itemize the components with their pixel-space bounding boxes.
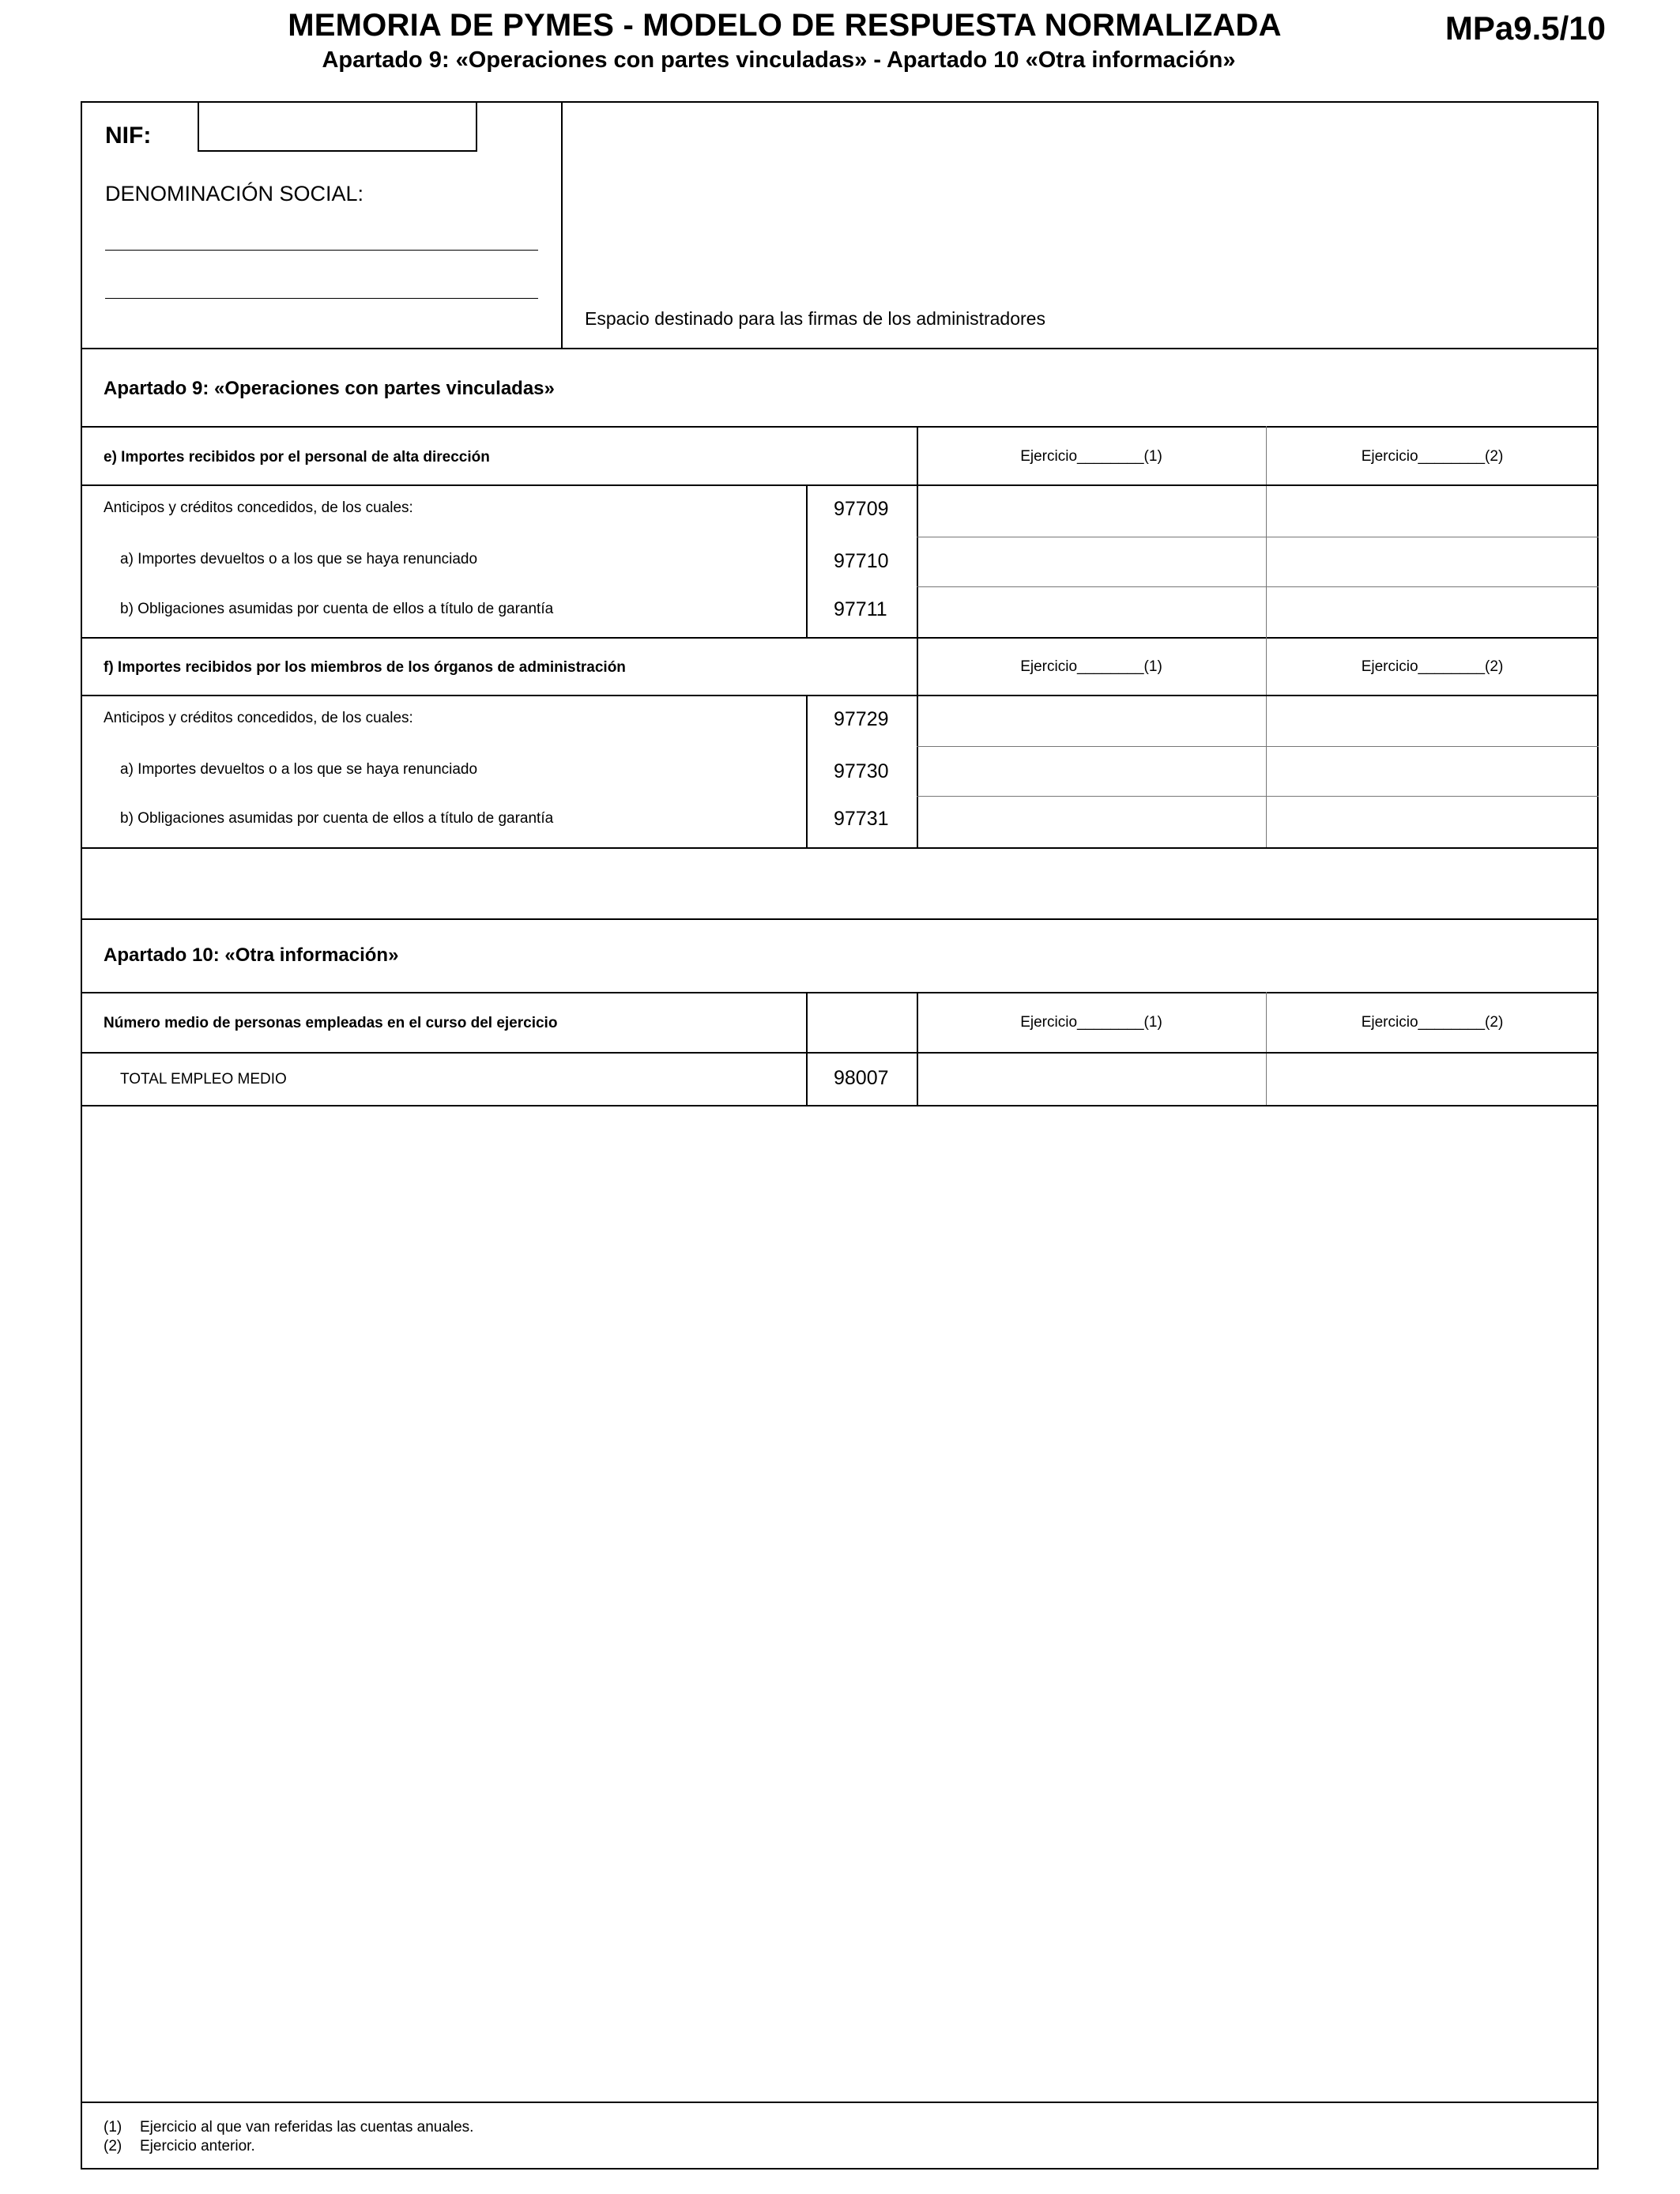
signature-space-label: Espacio destinado para las firmas de los administradores bbox=[585, 308, 1045, 329]
row-code: 97730 bbox=[834, 760, 889, 782]
nif-label: NIF: bbox=[105, 123, 152, 149]
section-e-col1-header: Ejercicio________(1) bbox=[1020, 448, 1162, 465]
signature-area[interactable] bbox=[563, 103, 1597, 346]
section-e-heading: e) Importes recibidos por el personal de alta dirección bbox=[104, 449, 490, 466]
divider bbox=[81, 2102, 1599, 2103]
value-cell[interactable] bbox=[1268, 797, 1597, 846]
apartado10-heading: Número medio de personas empleadas en el curso del ejercicio bbox=[104, 1015, 558, 1031]
row-code: 97711 bbox=[834, 598, 887, 620]
code-col-divider bbox=[806, 695, 808, 847]
divider bbox=[81, 918, 1599, 920]
section-f-heading: f) Importes recibidos por los miembros de los órganos de administración bbox=[104, 659, 626, 676]
form-code: MPa9.5/10 bbox=[1445, 9, 1606, 47]
value-cell[interactable] bbox=[1268, 486, 1597, 536]
footnote-1-num: (1) bbox=[104, 2119, 122, 2136]
denominacion-label: DENOMINACIÓN SOCIAL: bbox=[105, 182, 364, 205]
value-cell[interactable] bbox=[1268, 748, 1597, 795]
section-f-col2-header: Ejercicio________(2) bbox=[1361, 658, 1504, 675]
apartado9-title: Apartado 9: «Operaciones con partes vinculadas» bbox=[104, 378, 555, 399]
page-title: MEMORIA DE PYMES - MODELO DE RESPUESTA NORMALIZADA bbox=[288, 8, 1282, 43]
section-e-col2-header: Ejercicio________(2) bbox=[1361, 448, 1504, 465]
footnote-2-text: Ejercicio anterior. bbox=[140, 2138, 255, 2154]
section-f-col1-header: Ejercicio________(1) bbox=[1020, 658, 1162, 675]
nif-field[interactable] bbox=[198, 101, 477, 152]
row-code: 97729 bbox=[834, 708, 889, 730]
row-code: 97731 bbox=[834, 808, 889, 830]
value-cell[interactable] bbox=[1268, 1054, 1597, 1104]
row-label: b) Obligaciones asumidas por cuenta de ellos a título de garantía bbox=[120, 601, 554, 617]
denominacion-line-1[interactable] bbox=[105, 250, 538, 251]
form-frame bbox=[81, 101, 1599, 2169]
divider bbox=[81, 426, 1599, 428]
divider bbox=[81, 847, 1599, 849]
row-divider bbox=[917, 586, 1599, 587]
divider bbox=[81, 348, 1599, 349]
denominacion-line-2[interactable] bbox=[105, 298, 538, 299]
code-col-divider bbox=[806, 484, 808, 637]
apartado10-title: Apartado 10: «Otra información» bbox=[104, 944, 399, 966]
value-cell[interactable] bbox=[918, 748, 1264, 795]
col-divider bbox=[1266, 992, 1267, 1105]
value-cell[interactable] bbox=[918, 588, 1264, 636]
page-subtitle: Apartado 9: «Operaciones con partes vinculadas» - Apartado 10 «Otra información» bbox=[322, 47, 1236, 73]
row-label: a) Importes devueltos o a los que se haya renunciado bbox=[120, 551, 478, 567]
row-label: Anticipos y créditos concedidos, de los cuales: bbox=[104, 499, 413, 516]
value-cell[interactable] bbox=[1268, 696, 1597, 745]
row-label: b) Obligaciones asumidas por cuenta de ellos a título de garantía bbox=[120, 810, 554, 827]
row-code: 97710 bbox=[834, 550, 889, 572]
row-label: Anticipos y créditos concedidos, de los cuales: bbox=[104, 710, 413, 726]
row-divider bbox=[917, 746, 1599, 747]
row-code: 97709 bbox=[834, 498, 889, 520]
divider bbox=[81, 992, 1599, 993]
row-code: 98007 bbox=[834, 1067, 889, 1089]
footnote-2-num: (2) bbox=[104, 2138, 122, 2154]
value-cell[interactable] bbox=[1268, 538, 1597, 586]
apartado10-col1-header: Ejercicio________(1) bbox=[1020, 1014, 1162, 1031]
value-cell[interactable] bbox=[918, 486, 1264, 536]
value-cell[interactable] bbox=[918, 696, 1264, 745]
divider bbox=[81, 1105, 1599, 1106]
divider bbox=[81, 637, 1599, 639]
apartado10-col2-header: Ejercicio________(2) bbox=[1361, 1014, 1504, 1031]
code-col-divider bbox=[806, 992, 808, 1105]
value-cell[interactable] bbox=[918, 538, 1264, 586]
value-cell[interactable] bbox=[918, 797, 1264, 846]
row-label: a) Importes devueltos o a los que se haya renunciado bbox=[120, 761, 478, 778]
value-cell[interactable] bbox=[1268, 588, 1597, 636]
value-cell[interactable] bbox=[918, 1054, 1264, 1104]
row-divider bbox=[917, 796, 1599, 797]
footnote-1-text: Ejercicio al que van referidas las cuentas anuales. bbox=[140, 2119, 474, 2136]
row-label: TOTAL EMPLEO MEDIO bbox=[120, 1071, 287, 1088]
